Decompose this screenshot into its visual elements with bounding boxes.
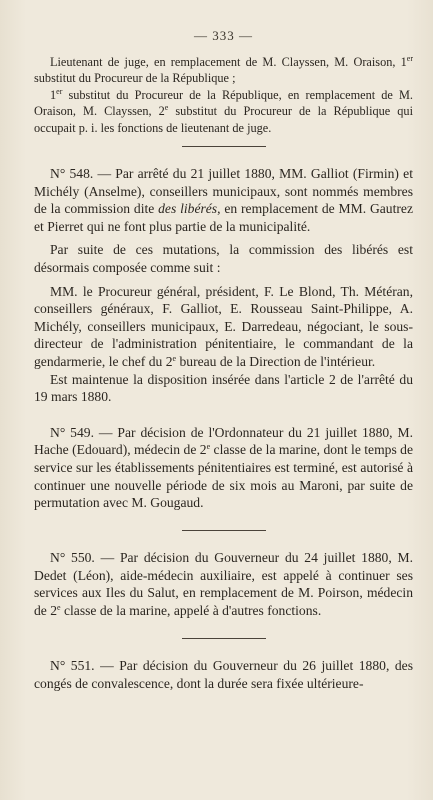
intro-paragraph-2: 1er substitut du Procureur de la République, en remplacement de M. Oraison, M. Clayssen, 2e substitut du Procureur de la République qui occupait p. i. les fonctions de lieutenant de juge. (34, 86, 413, 135)
section-549-paragraph: N° 549. — Par décision de l'Ordonnateur du 21 juillet 1880, M. Hache (Edouard), médecin de 2e classe de la marine, dont le temps de service sur les établissements pénitentiaires est terminé, est autorisé à continuer une nouvelle période de six mois au Maroni, par suite de permutation avec M. Gougaud. (34, 424, 413, 511)
section-551-paragraph: N° 551. — Par décision du Gouverneur du 26 juillet 1880, des congés de convalescence, dont la durée sera fixée ultérieure- (34, 658, 413, 691)
section-548-paragraph-2: Par suite de ces mutations, la commission des libérés est désormais composée comme suit : (34, 242, 413, 275)
section-550 (34, 549, 413, 619)
intro-paragraph: Lieutenant de juge, en remplacement de M. Clayssen, M. Oraison, 1er substitut du Procureur de la République ; (34, 54, 413, 86)
page-number: — 333 — (194, 28, 253, 43)
section-548-paragraph-1: N° 548. — Par arrêté du 21 juillet 1880, MM. Galliot (Firmin) et Michély (Anselme), conseillers municipaux, sont nommés membres de la commission dite des libérés, en remplacement de MM. Gautrez et Pierret qui ne font plus partie de la municipalité. (34, 166, 413, 234)
section-548 (34, 165, 413, 406)
section-549 (34, 424, 413, 512)
section-550-paragraph: N° 550. — Par décision du Gouverneur du 24 juillet 1880, M. Dedet (Léon), aide-médecin auxiliaire, est appelé à continuer ses services aux Iles du Salut, en remplacement de M. Poirson, médecin de 2e classe de la marine, appelé à d'autres fonctions. (34, 550, 413, 618)
section-548-paragraph-4: Est maintenue la disposition insérée dans l'article 2 de l'arrêté du 19 mars 1880. (34, 371, 413, 405)
intro-block (34, 54, 413, 136)
section-548-paragraph-3: MM. le Procureur général, président, F. Le Blond, Th. Météran, conseillers généraux, F. Galliot, E. Rousseau Saint-Philippe, A. Michély, conseillers municipaux, E. Darredeau, négociant, le sous-directeur de l'administration pénitentiaire, le commandant de la gendarmerie, le chef du 2e bureau de la Direction de l'intérieur. (34, 283, 413, 369)
section-551 (34, 657, 413, 692)
